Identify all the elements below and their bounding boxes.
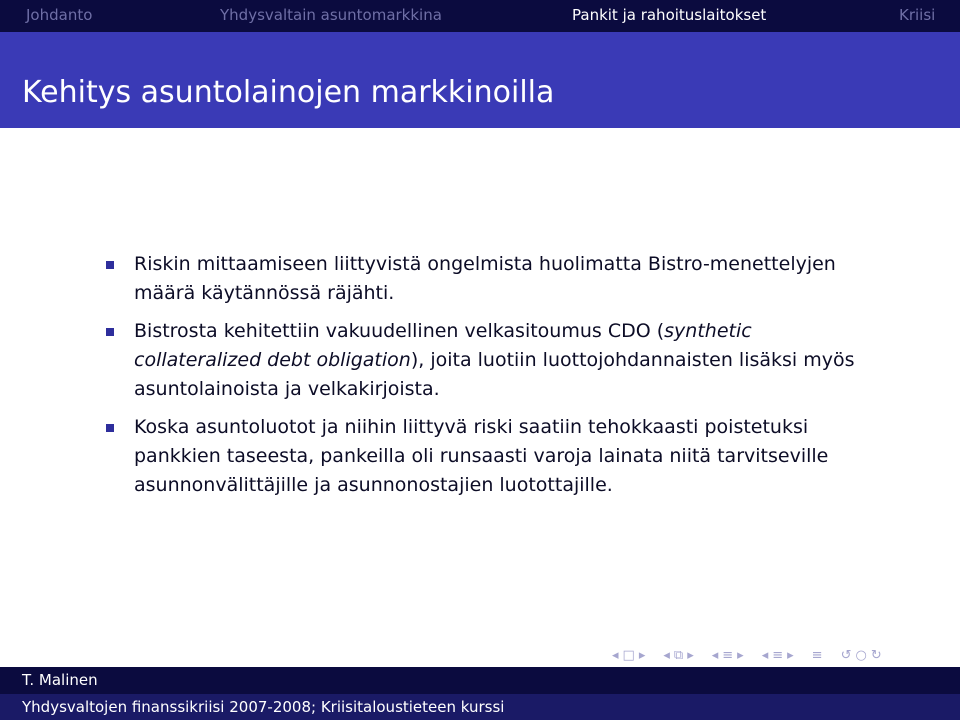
next-subsection-icon[interactable]: ▸ <box>737 647 744 663</box>
section-nav-group <box>762 648 798 663</box>
footer-course-bar <box>0 694 960 720</box>
frame-nav-group <box>663 648 697 663</box>
nav-item-kriisi[interactable]: Kriisi <box>899 6 936 24</box>
search-icon[interactable]: ○ <box>855 647 867 663</box>
prev-subsection-icon[interactable]: ◂ <box>711 647 719 663</box>
bullet-text-start: Bistrosta kehitettiin vakuudellinen velkasitoumus CDO ( <box>134 320 665 342</box>
document-nav-group <box>812 648 827 663</box>
frame-title-bar <box>0 32 960 128</box>
bullet-square-icon <box>106 424 114 432</box>
section-navigation-bar <box>0 0 960 32</box>
prev-frame-icon[interactable]: ◂ <box>663 647 670 663</box>
prev-slide-icon[interactable]: ◂ <box>612 647 619 663</box>
prev-section-icon[interactable]: ◂ <box>761 647 769 663</box>
back-icon[interactable]: ↺ <box>840 647 852 663</box>
bullet-item <box>106 413 876 500</box>
footer-author: T. Malinen <box>22 671 98 689</box>
bullet-square-icon <box>106 261 114 269</box>
footer-author-bar <box>0 667 960 694</box>
bullet-text: Riskin mittaamiseen liittyvistä ongelmista huolimatta Bistro-menettelyjen määrä käytännössä räjähti. <box>134 253 836 304</box>
next-frame-icon[interactable]: ▸ <box>687 647 694 663</box>
next-section-icon[interactable]: ▸ <box>787 647 794 663</box>
footer-course: Yhdysvaltojen finanssikriisi 2007-2008; Kriisitaloustieteen kurssi <box>22 698 505 716</box>
search-nav-group <box>841 648 886 663</box>
bullet-item <box>106 250 876 308</box>
nav-item-johdanto[interactable]: Johdanto <box>26 6 93 24</box>
navigation-symbols <box>612 646 886 664</box>
nav-item-asuntomarkkina[interactable]: Yhdysvaltain asuntomarkkina <box>220 6 442 24</box>
bullet-item <box>106 317 876 404</box>
frame-title: Kehitys asuntolainojen markkinoilla <box>22 75 555 110</box>
subsection-nav-group <box>712 648 748 663</box>
frame-icon[interactable]: ⧉ <box>673 647 684 663</box>
bullet-text-end: ), joita luotiin luottojohdannaisten lisäksi myös asuntolainoista ja velkakirjoista. <box>134 349 855 400</box>
subsection-icon[interactable]: ≡ <box>722 647 734 663</box>
document-icon[interactable]: ≡ <box>811 647 823 663</box>
next-slide-icon[interactable]: ▸ <box>638 647 646 663</box>
bullet-list <box>106 250 876 509</box>
forward-icon[interactable]: ↻ <box>870 647 882 663</box>
bullet-square-icon <box>106 328 114 336</box>
bullet-text: Koska asuntoluotot ja niihin liittyvä riski saatiin tehokkaasti poistetuksi pankkien taseesta, pankeilla oli runsaasti varoja lainata niitä tarvitseville asunnonvälittäjille ja asunnonostajien luotottajille. <box>134 416 829 496</box>
slide-icon[interactable]: □ <box>622 647 635 663</box>
nav-item-pankit[interactable]: Pankit ja rahoituslaitokset <box>572 6 767 24</box>
section-icon[interactable]: ≡ <box>772 647 784 663</box>
bullet-text-italic: synthetic collateralized debt obligation <box>134 320 752 371</box>
slide-nav-group <box>612 648 649 663</box>
